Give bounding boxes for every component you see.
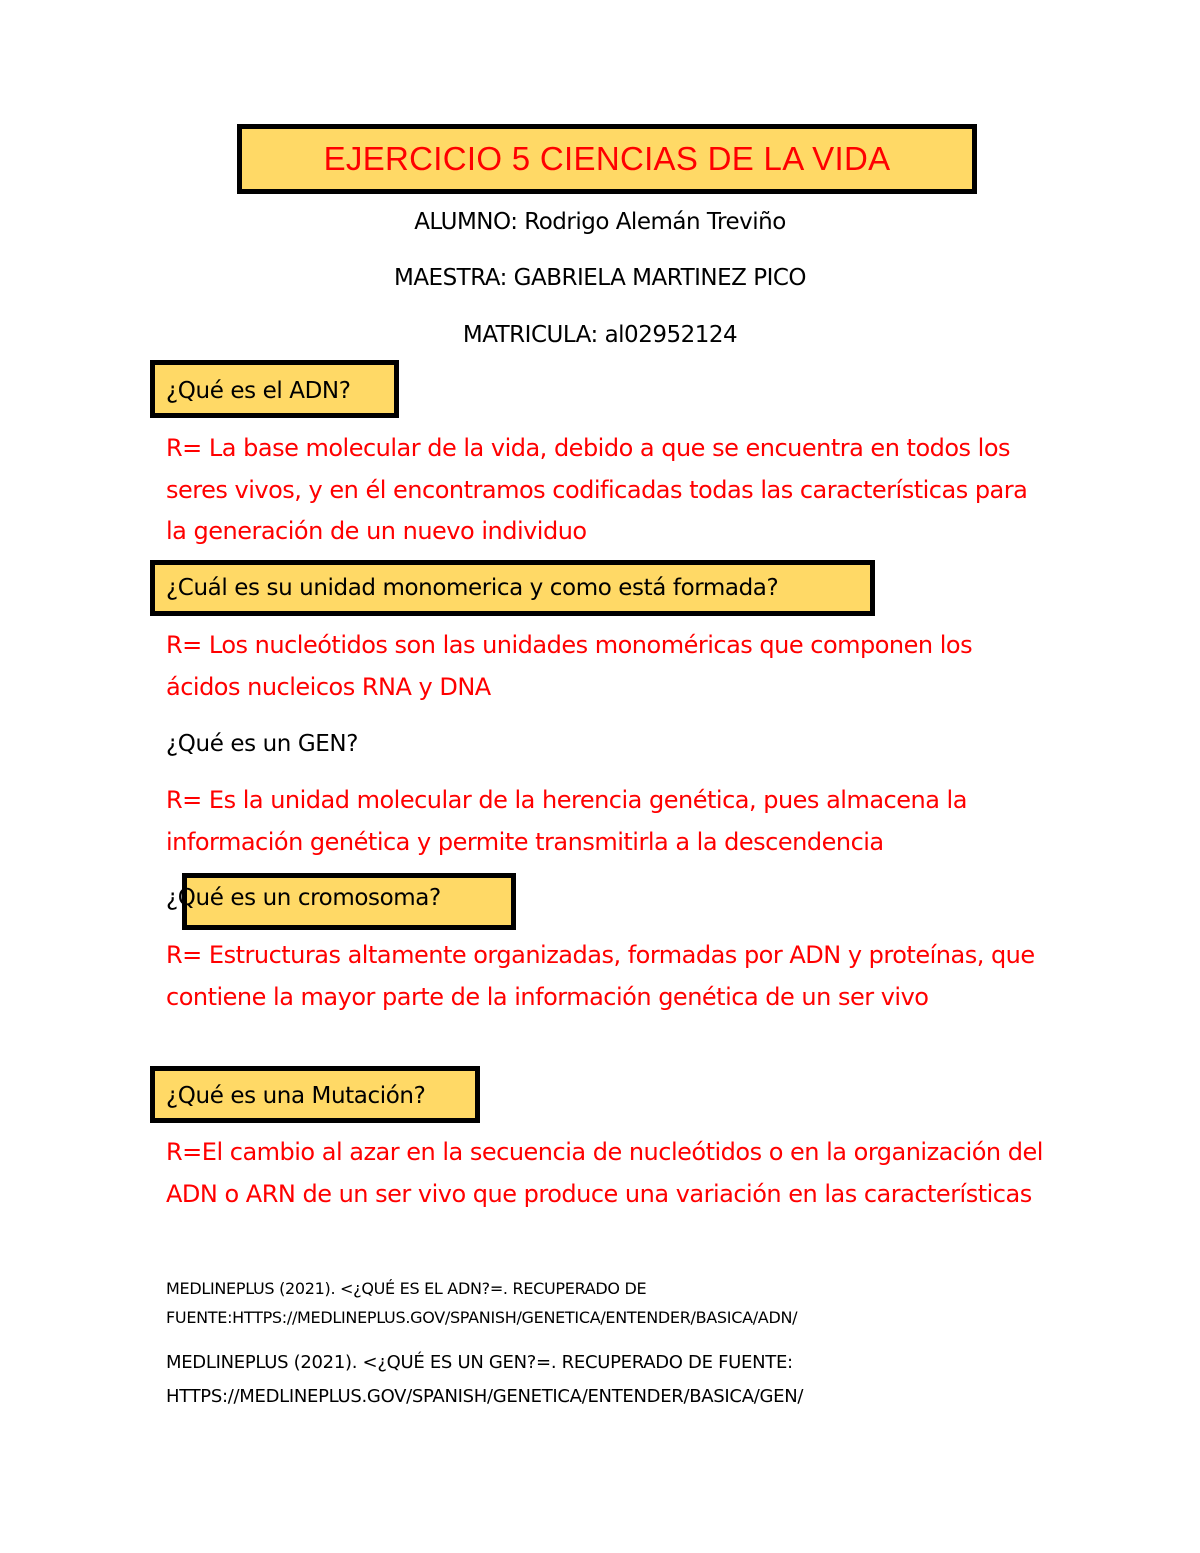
document-title: EJERCICIO 5 CIENCIAS DE LA VIDA	[323, 140, 891, 177]
answer-3: R= Es la unidad molecular de la herencia genética, pues almacena la información genética y permite transmitirla a la descendencia	[166, 786, 967, 856]
answer-1: R= La base molecular de la vida, debido a que se encuentra en todos los seres vivos, y en él encontramos codificadas todas las características para la generación de un nuevo individuo	[166, 434, 1028, 545]
reference-1: MEDLINEPLUS (2021). <¿QUÉ ES EL ADN?=. RECUPERADO DE FUENTE:HTTPS://MEDLINEPLUS.GOV/SPANISH/GENETICA/ENTENDER/BASICA/ADN/	[166, 1279, 798, 1327]
question-3: ¿Qué es un GEN?	[166, 731, 359, 757]
question-2: ¿Cuál es su unidad monomerica y como está formada?	[166, 575, 779, 601]
answer-2: R= Los nucleótidos son las unidades monoméricas que componen los ácidos nucleicos RNA y DNA	[166, 631, 973, 701]
title-box	[237, 124, 977, 194]
answer-5: R=El cambio al azar en la secuencia de nucleótidos o en la organización del ADN o ARN de un ser vivo que produce una variación en las características	[166, 1138, 1043, 1208]
student-name: ALUMNO: Rodrigo Alemán Treviño	[414, 209, 786, 235]
question-5: ¿Qué es una Mutación?	[166, 1083, 426, 1109]
reference-2: MEDLINEPLUS (2021). <¿QUÉ ES UN GEN?=. RECUPERADO DE FUENTE: HTTPS://MEDLINEPLUS.GOV/SPANISH/GENETICA/ENTENDER/BASICA/GEN/	[166, 1352, 804, 1407]
answer-4: R= Estructuras altamente organizadas, formadas por ADN y proteínas, que contiene la mayor parte de la información genética de un ser vivo	[166, 941, 1035, 1011]
question-4: ¿Qué es un cromosoma?	[166, 885, 441, 911]
student-id: MATRICULA: al02952124	[462, 322, 738, 348]
teacher-name: MAESTRA: GABRIELA MARTINEZ PICO	[393, 265, 807, 291]
question-1: ¿Qué es el ADN?	[166, 378, 351, 404]
